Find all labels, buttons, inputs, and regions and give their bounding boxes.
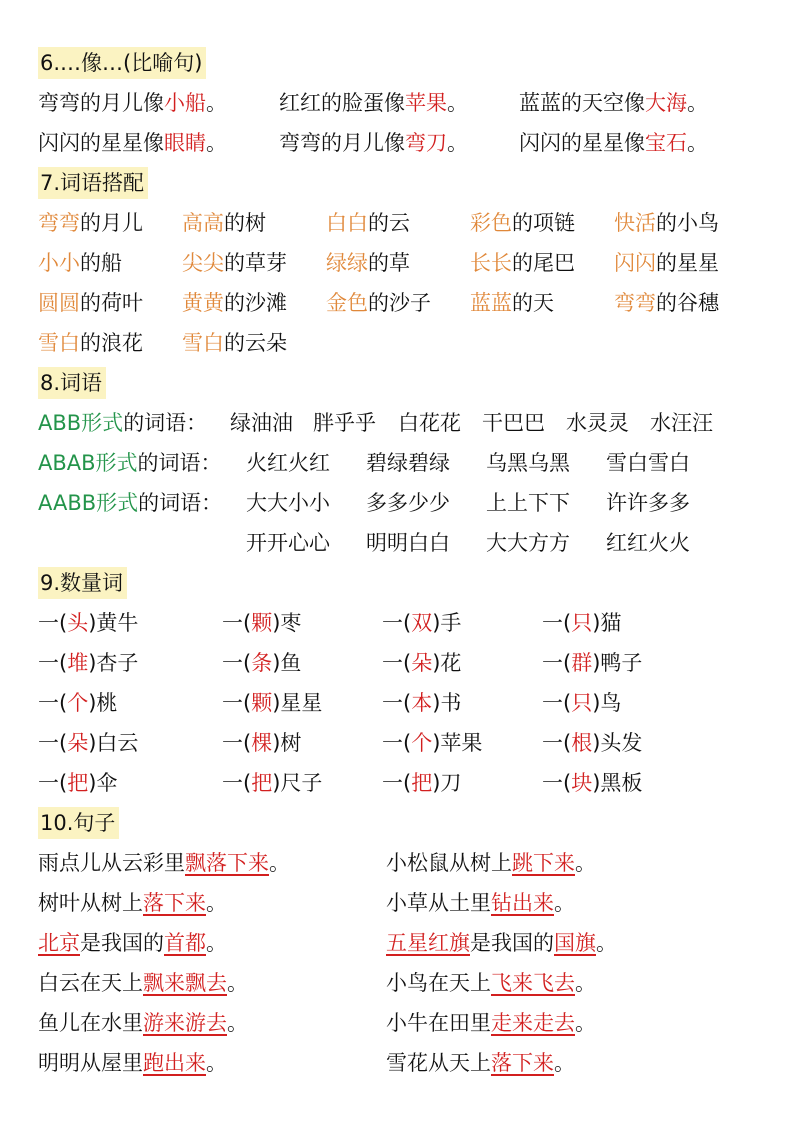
measure-word-item: 一(只)猫 xyxy=(542,611,622,635)
section-title: 6.…像…(比喻句) xyxy=(38,47,206,79)
section-8-heading xyxy=(38,366,106,400)
sentence: 雨点儿从云彩里飘落下来。 xyxy=(38,851,290,875)
collocation: 快活的小鸟 xyxy=(614,211,719,235)
measure-word-item: 一(把)尺子 xyxy=(222,771,323,795)
word: 白花花 xyxy=(398,411,461,435)
measure-word-item: 一(根)头发 xyxy=(542,731,643,755)
measure-word-item: 一(个)苹果 xyxy=(382,731,483,755)
word: 大大方方 xyxy=(486,531,570,555)
collocation: 绿绿的草 xyxy=(326,251,410,275)
collocation: 蓝蓝的天 xyxy=(470,291,554,315)
sentence: 小鸟在天上飞来飞去。 xyxy=(386,971,596,995)
section-6-heading xyxy=(38,46,206,80)
simile-sentence: 弯弯的月儿像弯刀。 xyxy=(279,131,468,155)
collocation: 圆圆的荷叶 xyxy=(38,291,143,315)
collocation: 长长的尾巴 xyxy=(470,251,575,275)
section-10-heading xyxy=(38,806,119,840)
simile-sentence: 闪闪的星星像宝石。 xyxy=(519,131,708,155)
measure-word-item: 一(双)手 xyxy=(382,611,462,635)
measure-word-item: 一(朵)白云 xyxy=(38,731,139,755)
section-title: 9.数量词 xyxy=(38,567,127,599)
collocation: 弯弯的谷穗 xyxy=(614,291,719,315)
word: 开开心心 xyxy=(246,531,330,555)
simile-sentence: 闪闪的星星像眼睛。 xyxy=(38,131,227,155)
collocation: 金色的沙子 xyxy=(326,291,431,315)
word: 上上下下 xyxy=(486,491,570,515)
word: 红红火火 xyxy=(606,531,690,555)
word: 雪白雪白 xyxy=(606,451,690,475)
word: 大大小小 xyxy=(246,491,330,515)
word: 水汪汪 xyxy=(650,411,713,435)
sentence: 小松鼠从树上跳下来。 xyxy=(386,851,596,875)
collocation: 雪白的浪花 xyxy=(38,331,143,355)
section-title: 8.词语 xyxy=(38,367,106,399)
measure-word-item: 一(颗)枣 xyxy=(222,611,302,635)
measure-word-item: 一(只)鸟 xyxy=(542,691,622,715)
collocation: 弯弯的月儿 xyxy=(38,211,143,235)
collocation: 闪闪的星星 xyxy=(614,251,719,275)
collocation: 黄黄的沙滩 xyxy=(182,291,287,315)
simile-sentence: 蓝蓝的天空像大海。 xyxy=(519,91,708,115)
section-title: 7.词语搭配 xyxy=(38,167,148,199)
sentence: 小牛在田里走来走去。 xyxy=(386,1011,596,1035)
sentence: 树叶从树上落下来。 xyxy=(38,891,227,915)
measure-word-item: 一(把)伞 xyxy=(38,771,118,795)
sentence: 五星红旗是我国的国旗。 xyxy=(386,931,617,955)
measure-word-item: 一(棵)树 xyxy=(222,731,302,755)
measure-word-item: 一(颗)星星 xyxy=(222,691,323,715)
word: 干巴巴 xyxy=(482,411,545,435)
simile-sentence: 弯弯的月儿像小船。 xyxy=(38,91,227,115)
word-form-label: ABAB形式的词语： xyxy=(38,451,222,475)
section-7-heading xyxy=(38,166,148,200)
measure-word-item: 一(本)书 xyxy=(382,691,462,715)
word: 明明白白 xyxy=(366,531,450,555)
word: 水灵灵 xyxy=(566,411,629,435)
measure-word-item: 一(个)桃 xyxy=(38,691,118,715)
collocation: 小小的船 xyxy=(38,251,122,275)
sentence: 小草从土里钻出来。 xyxy=(386,891,575,915)
sentence: 白云在天上飘来飘去。 xyxy=(38,971,248,995)
measure-word-item: 一(块)黑板 xyxy=(542,771,643,795)
sentence: 明明从屋里跑出来。 xyxy=(38,1051,227,1075)
word: 火红火红 xyxy=(246,451,330,475)
collocation: 高高的树 xyxy=(182,211,266,235)
word: 绿油油 xyxy=(230,411,293,435)
collocation: 白白的云 xyxy=(326,211,410,235)
sentence: 雪花从天上落下来。 xyxy=(386,1051,575,1075)
section-title: 10.句子 xyxy=(38,807,119,839)
simile-sentence: 红红的脸蛋像苹果。 xyxy=(279,91,468,115)
sentence: 鱼儿在水里游来游去。 xyxy=(38,1011,248,1035)
word: 乌黑乌黑 xyxy=(486,451,570,475)
measure-word-item: 一(群)鸭子 xyxy=(542,651,643,675)
word: 碧绿碧绿 xyxy=(366,451,450,475)
collocation: 尖尖的草芽 xyxy=(182,251,287,275)
sentence: 北京是我国的首都。 xyxy=(38,931,227,955)
measure-word-item: 一(把)刀 xyxy=(382,771,462,795)
collocation: 雪白的云朵 xyxy=(182,331,287,355)
word: 多多少少 xyxy=(366,491,450,515)
measure-word-item: 一(堆)杏子 xyxy=(38,651,139,675)
measure-word-item: 一(条)鱼 xyxy=(222,651,302,675)
word: 胖乎乎 xyxy=(313,411,376,435)
word-form-label: ABB形式的词语： xyxy=(38,411,208,435)
word: 许许多多 xyxy=(606,491,690,515)
measure-word-item: 一(朵)花 xyxy=(382,651,462,675)
section-9-heading xyxy=(38,566,127,600)
word-form-label: AABB形式的词语： xyxy=(38,491,223,515)
measure-word-item: 一(头)黄牛 xyxy=(38,611,139,635)
collocation: 彩色的项链 xyxy=(470,211,575,235)
